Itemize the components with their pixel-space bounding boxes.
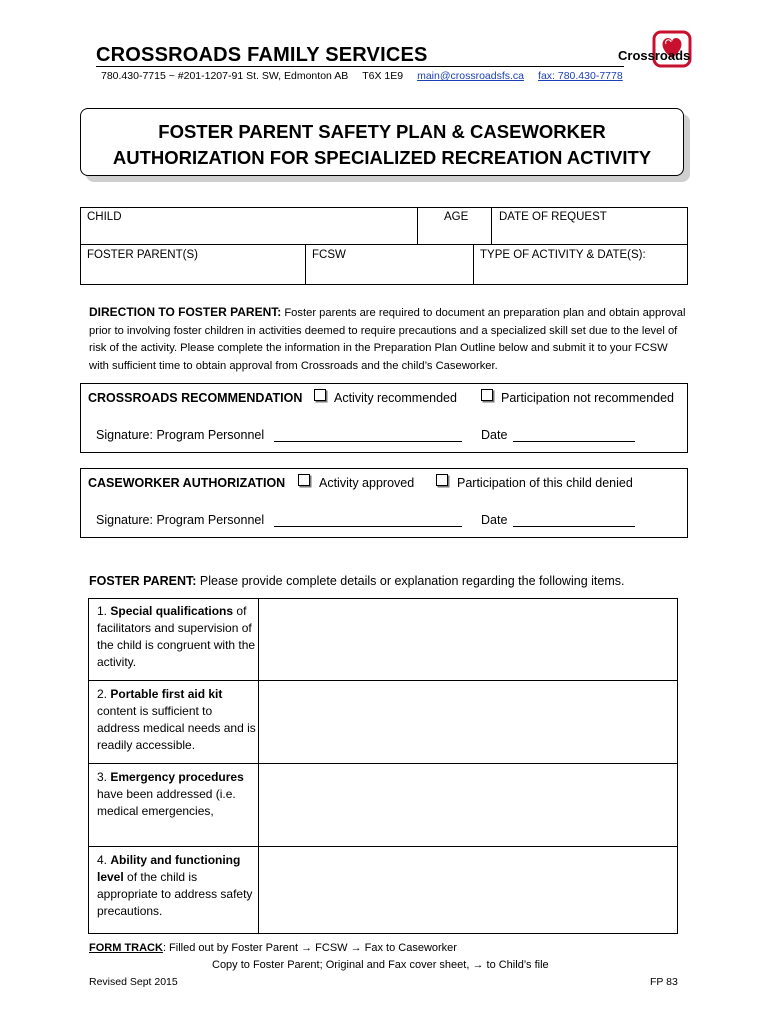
- item-ability-functioning: [97, 852, 257, 920]
- item-first-aid-kit: [97, 686, 257, 754]
- item-number: 4.: [97, 853, 108, 867]
- form-track-label: FORM TRACK: [89, 942, 163, 954]
- item-number: 1.: [97, 604, 108, 618]
- form-track-text-1: : Filled out by Foster Parent → FCSW → Fax to Caseworker: [162, 942, 457, 954]
- form-number: FP 83: [650, 976, 678, 988]
- form-track-line-2: Copy to Foster Parent; Original and Fax cover sheet, → to Child’s file: [212, 959, 549, 971]
- foster-parent-text: Please provide complete details or explanation regarding the following items.: [199, 574, 625, 588]
- direction-text: Foster parents are required to document an preparation plan and obtain approval prior to involving foster children in activities deemed to require precautions and a specialized skill set due to the level of risk of the activity. Please complete the information in the Preparation Plan Outline below and submit it to your FCSW with sufficient time to obtain approval from Crossroads and the child’s Caseworker.: [89, 307, 686, 372]
- item-description: have been addressed (i.e. medical emergencies,: [97, 787, 236, 818]
- fax-link[interactable]: fax: 780.430-7778: [538, 70, 623, 82]
- phone-address: 780.430-7715 ~ #201-1207-91 St. SW, Edmonton AB: [101, 70, 349, 82]
- authorization-signature-line[interactable]: [274, 526, 462, 527]
- item-title: Ability and functioning level: [97, 853, 241, 884]
- authorization-heading: CASEWORKER AUTHORIZATION: [88, 476, 286, 490]
- activity-recommended-label: Activity recommended: [334, 391, 457, 405]
- items-divider: [89, 846, 677, 847]
- item-2-response-field[interactable]: [260, 682, 675, 762]
- activity-type-field[interactable]: TYPE OF ACTIVITY & DATE(S):: [480, 249, 646, 261]
- not-recommended-checkbox[interactable]: [481, 389, 493, 401]
- authorization-date-line[interactable]: [513, 526, 635, 527]
- table-divider: [305, 244, 306, 284]
- item-title: Portable first aid kit: [110, 687, 223, 701]
- items-table: [88, 598, 678, 934]
- item-description: of facilitators and supervision of the child is congruent with the activity.: [97, 604, 256, 669]
- direction-paragraph: [89, 304, 689, 375]
- activity-recommended-checkbox[interactable]: [314, 389, 326, 401]
- postal-code: T6X 1E9: [362, 70, 404, 82]
- not-recommended-label: Participation not recommended: [501, 391, 675, 405]
- authorization-date-label: Date: [481, 513, 508, 527]
- activity-approved-checkbox[interactable]: [298, 474, 310, 486]
- participation-denied-checkbox[interactable]: [436, 474, 448, 486]
- age-field[interactable]: AGE: [444, 211, 469, 223]
- table-divider: [81, 244, 687, 245]
- crossroads-logo: [618, 30, 694, 70]
- contact-line: [101, 70, 623, 82]
- activity-approved-label: Activity approved: [319, 476, 415, 490]
- items-divider: [89, 680, 677, 681]
- email-link[interactable]: main@crossroadsfs.ca: [417, 70, 525, 82]
- item-number: 3.: [97, 770, 108, 784]
- recommendation-heading: CROSSROADS RECOMMENDATION: [88, 391, 303, 405]
- recommendation-signature-label: Signature: Program Personnel: [96, 428, 265, 442]
- item-title: Special qualifications: [110, 604, 234, 618]
- item-1-response-field[interactable]: [260, 600, 675, 679]
- logo-text: Crossroads: [618, 48, 691, 63]
- direction-label: DIRECTION TO FOSTER PARENT:: [89, 305, 282, 319]
- recommendation-box: [80, 383, 688, 453]
- authorization-signature-label: Signature: Program Personnel: [96, 513, 265, 527]
- table-divider: [491, 208, 492, 244]
- foster-parent-intro: [89, 574, 624, 588]
- title-box: [80, 108, 684, 176]
- header-rule: [96, 66, 624, 67]
- table-divider: [417, 208, 418, 244]
- foster-parent-label: FOSTER PARENT:: [89, 574, 197, 588]
- title-line-1: FOSTER PARENT SAFETY PLAN & CASEWORKER: [158, 121, 606, 142]
- participation-denied-label: Participation of this child denied: [457, 476, 633, 490]
- recommendation-signature-line[interactable]: [274, 441, 462, 442]
- title-line-2: AUTHORIZATION FOR SPECIALIZED RECREATION ACTIVITY: [112, 147, 652, 168]
- revised-date: Revised Sept 2015: [89, 976, 178, 988]
- fcsw-field[interactable]: FCSW: [312, 249, 346, 261]
- form-track-line-1: [89, 942, 457, 954]
- org-name: CROSSROADS FAMILY SERVICES: [96, 44, 428, 66]
- item-description: content is sufficient to address medical needs and is readily accessible.: [97, 704, 256, 752]
- table-divider: [473, 244, 474, 284]
- authorization-box: [80, 468, 688, 538]
- item-3-response-field[interactable]: [260, 765, 675, 845]
- date-of-request-field[interactable]: DATE OF REQUEST: [499, 211, 607, 223]
- item-4-response-field[interactable]: [260, 848, 675, 932]
- child-field[interactable]: CHILD: [87, 211, 122, 223]
- item-description: of the child is appropriate to address safety precautions.: [97, 870, 253, 918]
- item-emergency-procedures: [97, 769, 257, 820]
- recommendation-date-label: Date: [481, 428, 508, 442]
- recommendation-date-line[interactable]: [513, 441, 635, 442]
- item-number: 2.: [97, 687, 108, 701]
- item-title: Emergency procedures: [110, 770, 244, 784]
- items-divider: [89, 763, 677, 764]
- item-special-qualifications: [97, 603, 257, 671]
- items-divider: [258, 599, 259, 933]
- info-table: [80, 207, 688, 285]
- foster-parents-field[interactable]: FOSTER PARENT(S): [87, 249, 198, 261]
